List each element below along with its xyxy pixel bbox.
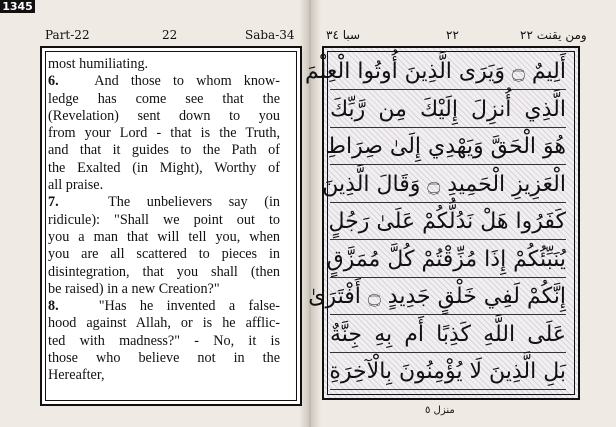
translation-line [48, 160, 280, 177]
arabic-line: أَلِيمٌ ۝ وَيَرَى الَّذِينَ أُوتُوا الْعِلْمَ [330, 55, 566, 90]
manzil-footer: منزل ٥ [425, 405, 455, 416]
arabic-line: يُنَبِّئُكُمْ إِذَا مُزِّقْتُمْ كُلَّ مُمَزَّقٍ [330, 243, 566, 278]
translation-line [48, 281, 280, 298]
translation-line-text: And those to whom know- [58, 73, 280, 90]
translation-line-text: from your Lord - that is the Truth, [48, 125, 280, 142]
translation-line-text: Hereafter, [48, 367, 105, 384]
translation-line-text: The unbelievers say (in [58, 194, 280, 211]
translation-line [48, 212, 280, 229]
translation-line [48, 298, 280, 315]
translation-line [48, 367, 280, 384]
arabic-line: الْعَزِيزِ الْحَمِيدِ ۝ وَقَالَ الَّذِينَ [330, 168, 566, 203]
right-header-page-number: ٢٢ [446, 28, 459, 42]
translation-line [48, 177, 280, 194]
translation-line [48, 350, 280, 367]
translation-line-text: ted with madness?" - No, it is [48, 332, 280, 349]
left-header-part: Part-22 [45, 28, 90, 42]
translation-line [48, 246, 280, 263]
translation-line [48, 73, 280, 90]
right-header-part: ومن يقنت ٢٢ [520, 28, 587, 42]
verse-number: 6. [48, 73, 59, 90]
translation-text [48, 56, 280, 385]
translation-line-text: hood against Allah, or is he afflic- [48, 315, 280, 332]
translation-line-text: ridicule): "Shall we point out to [48, 211, 280, 228]
translation-line-text: be raised) in a new Creation?" [48, 280, 220, 297]
translation-line-text: the Exalted (in Might), Worthy of [48, 159, 280, 176]
translation-line [48, 194, 280, 211]
left-header-page-number: 22 [162, 28, 178, 42]
translation-line [48, 142, 280, 159]
translation-line-text: all praise. [48, 177, 104, 194]
translation-line-text: ledge has come see that the [48, 90, 280, 107]
translation-line [48, 264, 280, 281]
page-badge: 1345 [0, 0, 35, 13]
translation-line [48, 125, 280, 142]
arabic-line: الَّذِي أُنزِلَ إِلَيْكَ مِن رَّبِّكَ [330, 93, 566, 128]
translation-line [48, 229, 280, 246]
translation-line-text: you a man that will tell you, when [48, 228, 280, 245]
right-header-surah: سبا ٣٤ [326, 28, 361, 42]
translation-line [48, 56, 280, 73]
arabic-line: عَلَى اللَّهِ كَذِبًا أَم بِهِ جِنَّةٌ [330, 318, 566, 353]
verse-number: 7. [48, 194, 59, 211]
translation-line [48, 315, 280, 332]
translation-line-text: you are all scattered to pieces in [48, 246, 280, 263]
translation-line-text: most humiliating. [48, 56, 149, 72]
left-header-surah: Saba-34 [245, 28, 295, 42]
translation-frame [40, 46, 302, 406]
translation-line [48, 91, 280, 108]
translation-line-text: disintegration, that you shall (then [48, 263, 280, 280]
translation-line-text: those who believe not in the [48, 350, 280, 367]
translation-line [48, 108, 280, 125]
arabic-line: هُوَ الْحَقَّ وَيَهْدِي إِلَىٰ صِرَاطِ [330, 130, 566, 165]
arabic-line: إِنَّكُمْ لَفِي خَلْقٍ جَدِيدٍ ۝ أَفْتَرَىٰ [330, 280, 566, 315]
verse-number: 8. [48, 298, 59, 315]
translation-line-text: (Revelation) sent down to you [48, 107, 280, 124]
arabic-line: كَفَرُوا هَلْ نَدُلُّكُمْ عَلَىٰ رَجُلٍ [330, 205, 566, 240]
translation-line-text: "Has he invented a false- [58, 298, 280, 315]
translation-line-text: and that it guides to the Path of [48, 142, 280, 159]
arabic-line: بَلِ الَّذِينَ لَا يُؤْمِنُونَ بِالْآخِرَةِ [330, 355, 566, 390]
translation-line [48, 333, 280, 350]
arabic-frame [305, 46, 580, 400]
